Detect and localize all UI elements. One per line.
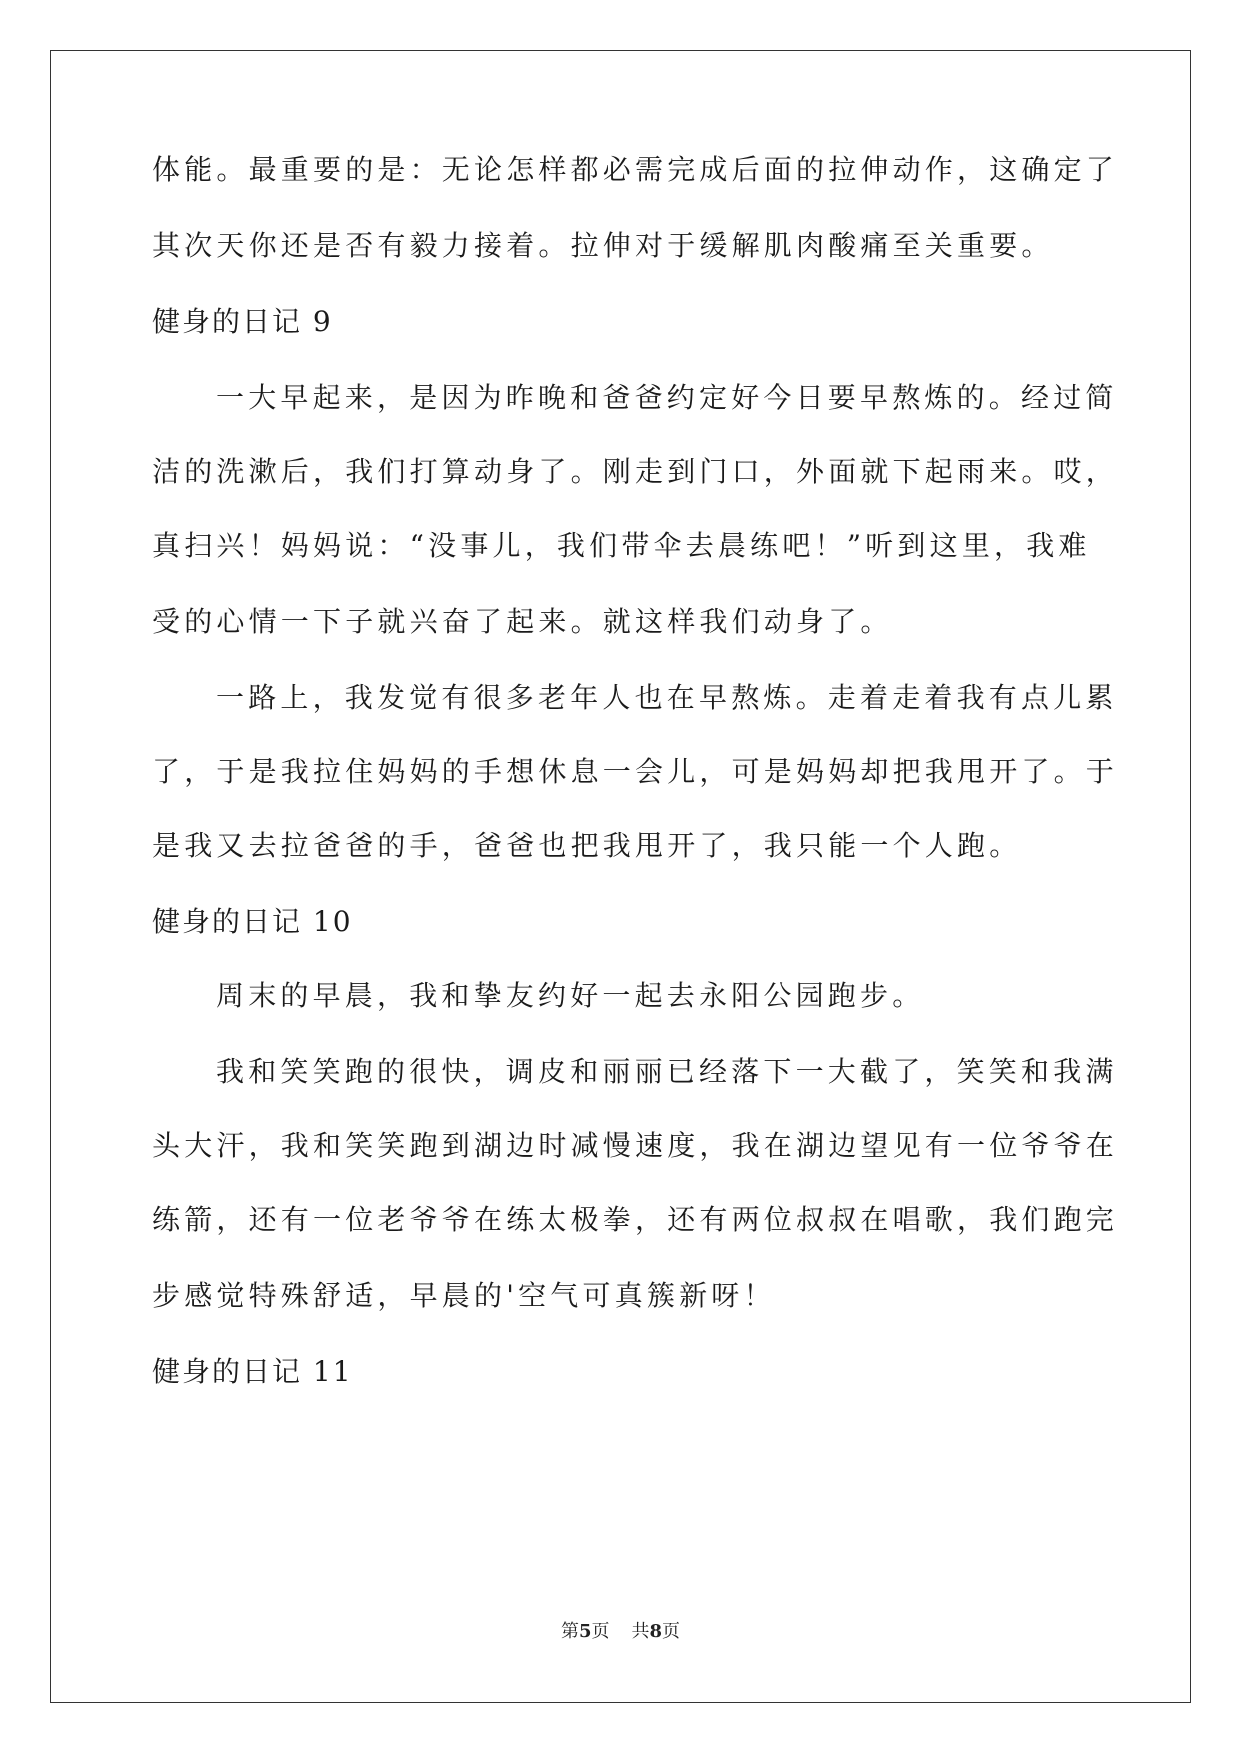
paragraph-line: 其次天你还是否有毅力接着。拉伸对于缓解肌肉酸痛至关重要。 [152, 229, 1054, 262]
page-footer [0, 1620, 1241, 1644]
paragraph-line: 体能。最重要的是：无论怎样都必需完成后面的拉伸动作，这确定了 [152, 153, 1119, 186]
paragraph-line: 练箭，还有一位老爷爷在练太极拳，还有两位叔叔在唱歌，我们跑完 [152, 1203, 1119, 1236]
footer-total-prefix: 共 [631, 1621, 650, 1642]
section-heading: 健身的日记 9 [152, 305, 333, 338]
paragraph-line: 我和笑笑跑的很快，调皮和丽丽已经落下一大截了，笑笑和我满 [216, 1055, 1118, 1088]
paragraph-line: 是我又去拉爸爸的手，爸爸也把我甩开了，我只能一个人跑。 [152, 829, 1022, 862]
paragraph-line: 受的心情一下子就兴奋了起来。就这样我们动身了。 [152, 605, 893, 638]
paragraph-line: 洁的洗漱后，我们打算动身了。刚走到门口，外面就下起雨来。哎， [152, 455, 1119, 488]
page-border [50, 50, 1191, 1703]
paragraph-line: 步感觉特殊舒适，早晨的'空气可真簇新呀！ [152, 1279, 776, 1312]
paragraph-line: 头大汗，我和笑笑跑到湖边时减慢速度，我在湖边望见有一位爷爷在 [152, 1129, 1119, 1162]
current-page-number: 5 [578, 1621, 592, 1642]
paragraph-line: 了，于是我拉住妈妈的手想休息一会儿，可是妈妈却把我甩开了。于 [152, 755, 1119, 788]
paragraph-line: 周末的早晨，我和挚友约好一起去永阳公园跑步。 [216, 979, 925, 1012]
footer-page-suffix: 页 [591, 1621, 610, 1642]
paragraph-line: 一大早起来，是因为昨晚和爸爸约定好今日要早熬炼的。经过简 [216, 381, 1118, 414]
section-heading: 健身的日记 11 [152, 1355, 353, 1388]
paragraph-line: 真扫兴！妈妈说：“没事儿，我们带伞去晨练吧！”听到这里，我难 [152, 529, 1091, 562]
section-heading: 健身的日记 10 [152, 905, 353, 938]
footer-total-suffix: 页 [662, 1621, 681, 1642]
paragraph-line: 一路上，我发觉有很多老年人也在早熬炼。走着走着我有点儿累 [216, 681, 1118, 714]
total-page-count: 8 [649, 1621, 663, 1642]
footer-prefix: 第 [560, 1621, 579, 1642]
